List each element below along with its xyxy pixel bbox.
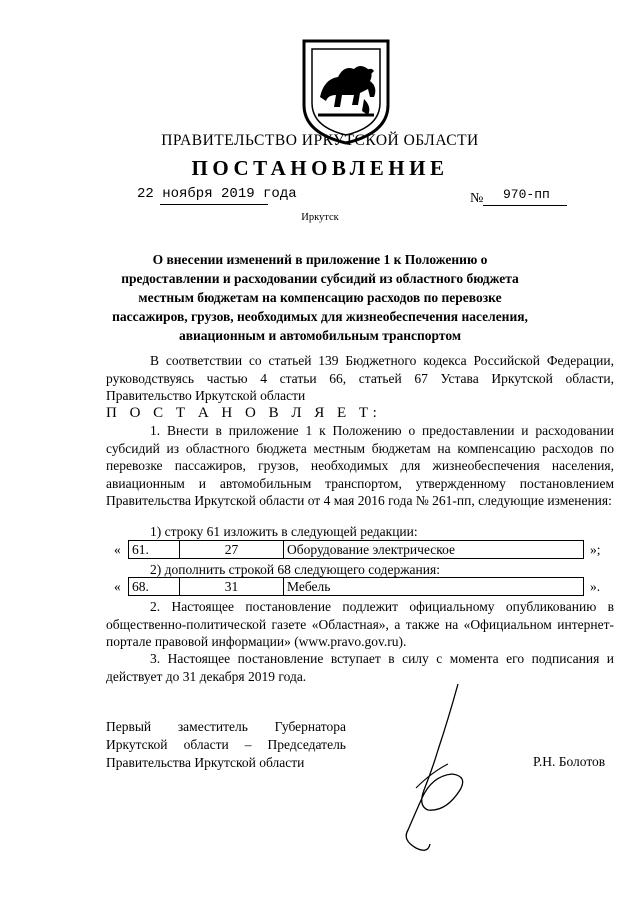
date-underline (160, 204, 268, 205)
name-cell: Оборудование электрическое (284, 541, 584, 559)
number-underline (483, 205, 567, 206)
code-cell: 31 (180, 578, 284, 596)
document-title: О внесении изменений в приложение 1 к Положению о предоставлении и расходовании субсидий из областного бюджета местным бюджетам на компенсацию расходов по перевозке пассажиров, грузов, необходимых для жизнеобеспечения населения, авиационным и автомобильным транспортом (112, 252, 528, 343)
table-row-61 (128, 540, 584, 559)
subitem-1: 1) строку 61 изложить в следующей редакции: (150, 524, 418, 539)
close-quote: »; (590, 542, 601, 557)
preamble-paragraph: В соответствии со статьей 139 Бюджетного кодекса Российской Федерации, руководствуясь частью 4 статьи 66, статьей 67 Устава Иркутской области, Правительство Иркутской области (106, 353, 614, 403)
document-type: ПОСТАНОВЛЕНИЕ (191, 156, 449, 180)
row-number-cell: 61. (129, 541, 180, 559)
signatory-title: Первый заместитель Губернатора Иркутской области – Председатель Правительства Иркутской области (106, 719, 346, 770)
subitem-2: 2) дополнить строкой 68 следующего содержания: (150, 562, 440, 577)
table-row-68 (128, 577, 584, 596)
document-number: 970-пп (503, 187, 550, 202)
decree-word: П О С Т А Н О В Л Я Е Т: (106, 405, 382, 421)
signatory-name: Р.Н. Болотов (533, 754, 606, 769)
city: Иркутск (301, 212, 339, 223)
name-cell: Мебель (284, 578, 584, 596)
item-1-paragraph: 1. Внести в приложение 1 к Положению о предоставлении и расходовании субсидий из областного бюджета местным бюджетам на компенсацию расходов по перевозке пассажиров, грузов, необходимых для жизнеобеспечения населения, авиационным и автомобильным транспортом, утвержденному постановлением Правительства Иркутской области от 4 мая 2016 года № 261-пп, следующие изменения: (106, 423, 614, 508)
irkutsk-coat-of-arms-icon (298, 35, 394, 147)
row-number-cell: 68. (129, 578, 180, 596)
document-date: 22 ноября 2019 года (137, 186, 297, 202)
item-2-paragraph: 2. Настоящее постановление подлежит официальному опубликованию в общественно-политической газете «Областная», а также на «Официальном интернет-портале правовой информации» (www.pravo.gov.ru). (106, 599, 614, 649)
number-label: № (470, 191, 484, 206)
item-3-paragraph: 3. Настоящее постановление вступает в силу с момента его подписания и действует до 31 декабря 2019 года. (106, 651, 614, 684)
open-quote: « (114, 579, 121, 594)
government-name: ПРАВИТЕЛЬСТВО ИРКУТСКОЙ ОБЛАСТИ (161, 132, 479, 149)
close-quote: ». (590, 579, 601, 594)
handwritten-signature-icon (388, 680, 488, 860)
code-cell: 27 (180, 541, 284, 559)
open-quote: « (114, 542, 121, 557)
